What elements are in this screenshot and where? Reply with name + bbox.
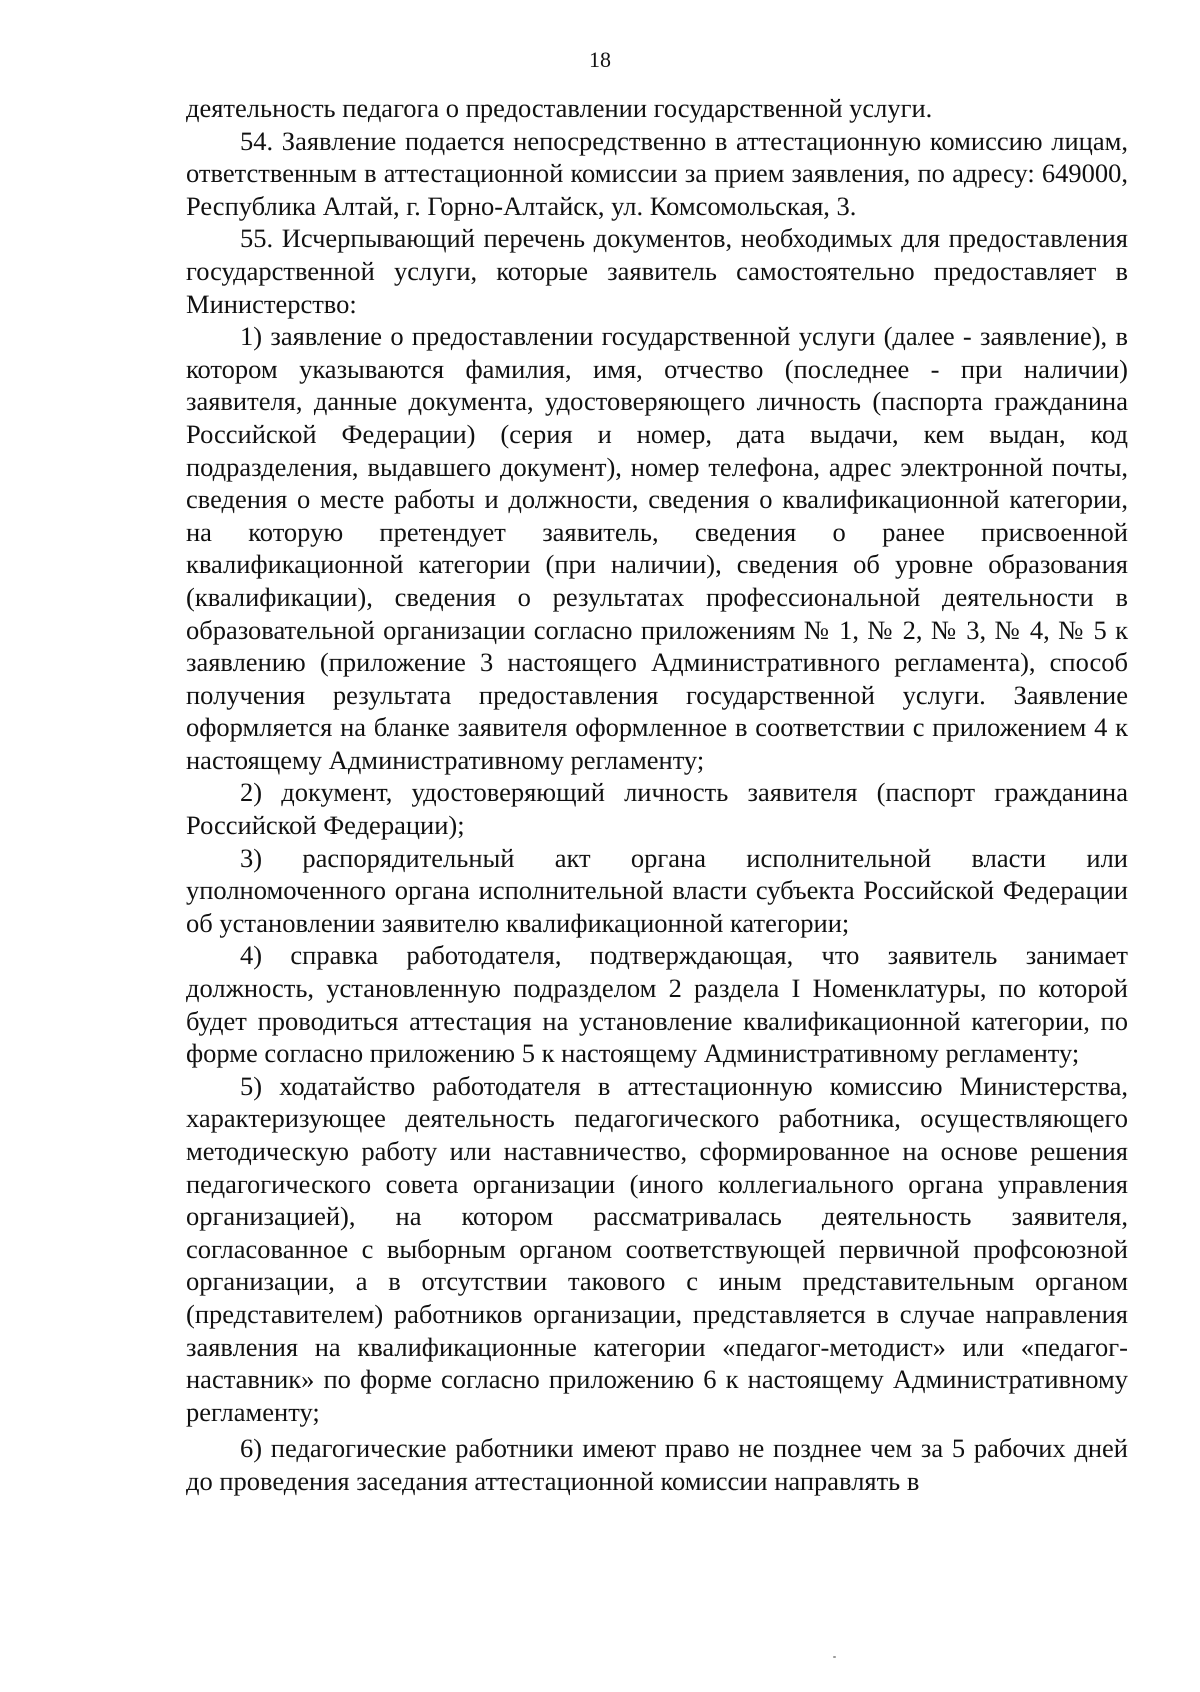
paragraph-54: 54. Заявление подается непосредственно в аттестационную комиссию лицам, ответственным в аттестационной комиссии за прием заявления, по адресу: 649000, Республика Алтай, г. Горно-Алтайск, ул. Комсомольская, 3. (186, 125, 1128, 221)
paragraph-continuation: деятельность педагога о предоставлении государственной услуги. (186, 93, 933, 123)
list-item-6: 6) педагогические работники имеют право не позднее чем за 5 рабочих дней до проведения заседания аттестационной комиссии направлять в (186, 1433, 1128, 1496)
paragraph-55: 55. Исчерпывающий перечень документов, необходимых для предоставления государственной услуги, которые заявитель самостоятельно предоставляет в Министерство: (186, 223, 1128, 319)
list-item-5: 5) ходатайство работодателя в аттестационную комиссию Министерства, характеризующее деятельность педагогического работника, осуществляющего методическую работу или наставничество, сформированное на основе решения педагогического совета организации (иного коллегиального органа управления организацией), на котором рассматривалась деятельность заявителя, согласованное с выборным органом соответствующей первичной профсоюзной организации, а в отсутствии такового с иным представительным органом (представителем) работников организации, представляется в случае направления заявления на квалификационные категории «педагог-методист» или «педагог-наставник» по форме согласно приложению 6 к настоящему Административному регламенту; (186, 1070, 1128, 1427)
list-item-2: 2) документ, удостоверяющий личность заявителя (паспорт гражданина Российской Федерации); (186, 777, 1128, 841)
page-number: 18 (589, 47, 611, 72)
list-item-1: 1) заявление о предоставлении государственной услуги (далее - заявление), в котором указываются фамилия, имя, отчество (последнее - при наличии) заявителя, данные документа, удостоверяющего личность (паспорта гражданина Российской Федерации) (серия и номер, дата выдачи, кем выдан, код подразделения, выдавшего документ), номер телефона, адрес электронной почты, сведения о месте работы и должности, сведения о квалификационной категории, на которую претендует заявитель, сведения о ранее присвоенной квалификационной категории (при наличии), сведения об уровне образования (квалификации), сведения о результатах профессиональной деятельности в образовательной организации согласно приложениям № 1, № 2, № 3, № 4, № 5 к заявлению (приложение 3 настоящего Административного регламента), способ получения результата предоставления государственной услуги. Заявление оформляется на бланке заявителя оформленное в соответствии с приложением 4 к настоящему Административному регламенту; (186, 321, 1128, 775)
list-item-4: 4) справка работодателя, подтверждающая, что заявитель занимает должность, установленную подразделом 2 раздела I Номенклатуры, по которой будет проводиться аттестация на установление квалификационной категории, по форме согласно приложению 5 к настоящему Административному регламенту; (186, 940, 1128, 1069)
document-body (186, 92, 1128, 1498)
list-item-3: 3) распорядительный акт органа исполнительной власти или уполномоченного органа исполнительной власти субъекта Российской Федерации об установлении заявителю квалификационной категории; (186, 842, 1128, 938)
scan-speck (833, 1656, 836, 1658)
